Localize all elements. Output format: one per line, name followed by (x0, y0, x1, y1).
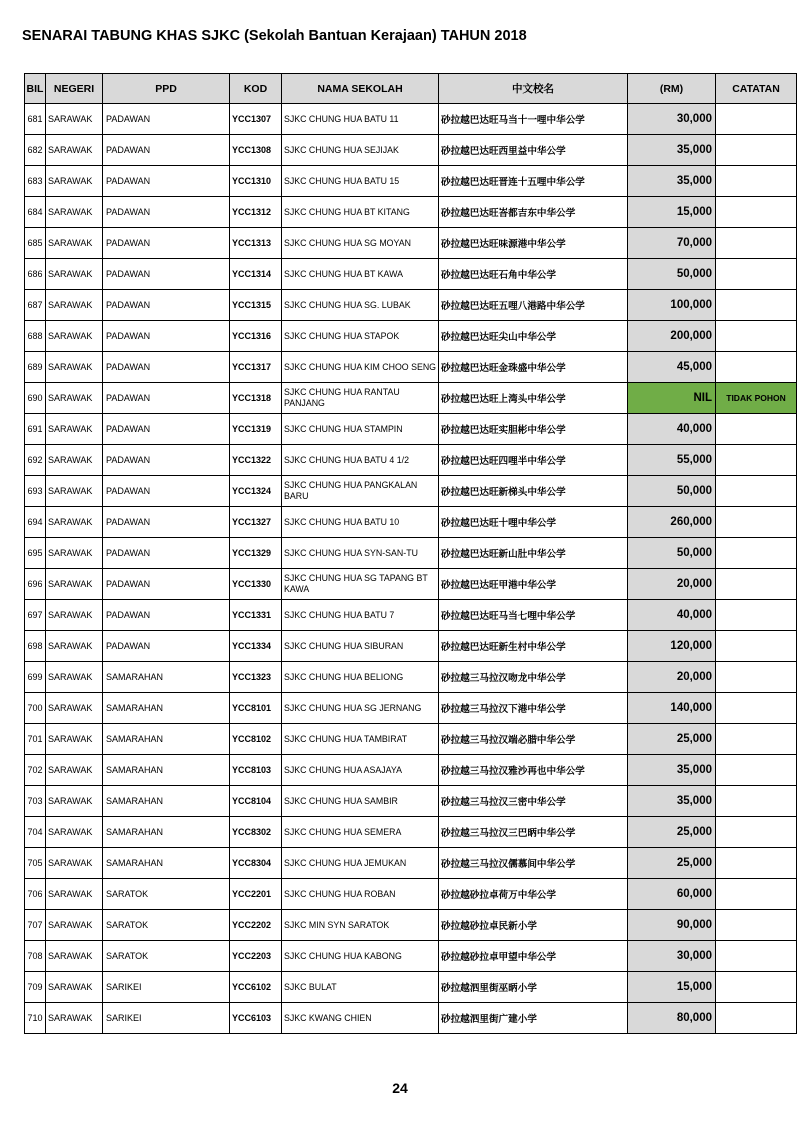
cell-amount-rm: 45,000 (628, 352, 716, 383)
cell-nama-sekolah: SJKC CHUNG HUA BATU 7 (282, 600, 439, 631)
cell-chinese-name: 砂拉越巴达旺四哩半中华公学 (439, 445, 628, 476)
cell-catatan (716, 755, 797, 786)
cell-chinese-name: 砂拉越三马拉汉雅沙再也中华公学 (439, 755, 628, 786)
cell-ppd: SARATOK (103, 910, 230, 941)
table-row (25, 228, 797, 259)
cell-ppd: PADAWAN (103, 538, 230, 569)
header-kod: KOD (230, 74, 282, 104)
cell-kod: YCC2202 (230, 910, 282, 941)
cell-catatan (716, 631, 797, 662)
cell-catatan (716, 879, 797, 910)
table-row (25, 290, 797, 321)
cell-amount-rm: 35,000 (628, 135, 716, 166)
table-row (25, 1003, 797, 1034)
cell-negeri: SARAWAK (46, 817, 103, 848)
cell-bil: 693 (25, 476, 46, 507)
cell-amount-rm: 20,000 (628, 569, 716, 600)
cell-catatan (716, 786, 797, 817)
cell-ppd: PADAWAN (103, 476, 230, 507)
cell-catatan (716, 941, 797, 972)
cell-negeri: SARAWAK (46, 321, 103, 352)
table-row (25, 600, 797, 631)
cell-amount-rm: 260,000 (628, 507, 716, 538)
cell-bil: 702 (25, 755, 46, 786)
cell-nama-sekolah: SJKC CHUNG HUA BELIONG (282, 662, 439, 693)
cell-amount-rm: 120,000 (628, 631, 716, 662)
cell-nama-sekolah: SJKC MIN SYN SARATOK (282, 910, 439, 941)
cell-bil: 697 (25, 600, 46, 631)
cell-kod: YCC1317 (230, 352, 282, 383)
table-row (25, 166, 797, 197)
cell-negeri: SARAWAK (46, 290, 103, 321)
header-catatan: CATATAN (716, 74, 797, 104)
cell-amount-rm: 35,000 (628, 166, 716, 197)
cell-ppd: SAMARAHAN (103, 693, 230, 724)
cell-kod: YCC1315 (230, 290, 282, 321)
cell-catatan (716, 166, 797, 197)
cell-amount-rm: 90,000 (628, 910, 716, 941)
cell-bil: 707 (25, 910, 46, 941)
cell-kod: YCC8304 (230, 848, 282, 879)
cell-bil: 689 (25, 352, 46, 383)
cell-kod: YCC1334 (230, 631, 282, 662)
cell-bil: 703 (25, 786, 46, 817)
cell-ppd: PADAWAN (103, 507, 230, 538)
cell-negeri: SARAWAK (46, 383, 103, 414)
cell-bil: 704 (25, 817, 46, 848)
cell-catatan (716, 321, 797, 352)
cell-kod: YCC1331 (230, 600, 282, 631)
cell-catatan: TIDAK POHON (716, 383, 797, 414)
cell-chinese-name: 砂拉越巴达旺西里益中华公学 (439, 135, 628, 166)
cell-catatan (716, 290, 797, 321)
cell-negeri: SARAWAK (46, 197, 103, 228)
cell-negeri: SARAWAK (46, 569, 103, 600)
cell-ppd: PADAWAN (103, 631, 230, 662)
cell-bil: 701 (25, 724, 46, 755)
cell-amount-rm: 80,000 (628, 1003, 716, 1034)
cell-negeri: SARAWAK (46, 476, 103, 507)
cell-chinese-name: 砂拉越泗里街巫昞小学 (439, 972, 628, 1003)
cell-amount-rm: 25,000 (628, 848, 716, 879)
cell-ppd: SAMARAHAN (103, 817, 230, 848)
cell-kod: YCC1314 (230, 259, 282, 290)
cell-ppd: SAMARAHAN (103, 848, 230, 879)
cell-bil: 688 (25, 321, 46, 352)
cell-catatan (716, 972, 797, 1003)
cell-nama-sekolah: SJKC CHUNG HUA SG MOYAN (282, 228, 439, 259)
cell-kod: YCC1316 (230, 321, 282, 352)
cell-ppd: PADAWAN (103, 383, 230, 414)
table-row (25, 445, 797, 476)
cell-nama-sekolah: SJKC CHUNG HUA KIM CHOO SENG (282, 352, 439, 383)
cell-negeri: SARAWAK (46, 941, 103, 972)
cell-catatan (716, 538, 797, 569)
table-row (25, 662, 797, 693)
cell-bil: 700 (25, 693, 46, 724)
cell-chinese-name: 砂拉越巴达旺马当七哩中华公学 (439, 600, 628, 631)
cell-nama-sekolah: SJKC CHUNG HUA BATU 15 (282, 166, 439, 197)
cell-kod: YCC1322 (230, 445, 282, 476)
cell-ppd: PADAWAN (103, 228, 230, 259)
cell-catatan (716, 1003, 797, 1034)
cell-ppd: PADAWAN (103, 135, 230, 166)
cell-catatan (716, 414, 797, 445)
cell-nama-sekolah: SJKC CHUNG HUA RANTAU PANJANG (282, 383, 439, 414)
cell-ppd: SARATOK (103, 941, 230, 972)
cell-chinese-name: 砂拉越巴达旺新山肚中华公学 (439, 538, 628, 569)
table-row (25, 507, 797, 538)
cell-negeri: SARAWAK (46, 600, 103, 631)
cell-negeri: SARAWAK (46, 1003, 103, 1034)
cell-amount-rm: 55,000 (628, 445, 716, 476)
cell-negeri: SARAWAK (46, 414, 103, 445)
cell-kod: YCC8103 (230, 755, 282, 786)
cell-ppd: PADAWAN (103, 445, 230, 476)
cell-catatan (716, 476, 797, 507)
cell-ppd: PADAWAN (103, 197, 230, 228)
cell-negeri: SARAWAK (46, 352, 103, 383)
cell-bil: 682 (25, 135, 46, 166)
cell-chinese-name: 砂拉越砂拉卓民新小学 (439, 910, 628, 941)
cell-negeri: SARAWAK (46, 786, 103, 817)
cell-nama-sekolah: SJKC CHUNG HUA ASAJAYA (282, 755, 439, 786)
cell-ppd: SARATOK (103, 879, 230, 910)
cell-catatan (716, 569, 797, 600)
cell-kod: YCC1329 (230, 538, 282, 569)
cell-negeri: SARAWAK (46, 228, 103, 259)
cell-amount-rm: 15,000 (628, 972, 716, 1003)
cell-negeri: SARAWAK (46, 104, 103, 135)
cell-chinese-name: 砂拉越巴达旺马当十一哩中华公学 (439, 104, 628, 135)
cell-negeri: SARAWAK (46, 662, 103, 693)
table-row (25, 817, 797, 848)
cell-ppd: PADAWAN (103, 166, 230, 197)
cell-nama-sekolah: SJKC CHUNG HUA SG TAPANG BT KAWA (282, 569, 439, 600)
cell-catatan (716, 724, 797, 755)
cell-chinese-name: 砂拉越三马拉汉吻龙中华公学 (439, 662, 628, 693)
cell-amount-rm: 140,000 (628, 693, 716, 724)
cell-ppd: SAMARAHAN (103, 755, 230, 786)
table-row (25, 569, 797, 600)
table-row (25, 848, 797, 879)
cell-amount-rm: 20,000 (628, 662, 716, 693)
cell-bil: 686 (25, 259, 46, 290)
cell-catatan (716, 662, 797, 693)
cell-amount-rm: 25,000 (628, 817, 716, 848)
cell-chinese-name: 砂拉越巴达旺甲港中华公学 (439, 569, 628, 600)
cell-bil: 706 (25, 879, 46, 910)
page-title: SENARAI TABUNG KHAS SJKC (Sekolah Bantuan Kerajaan) TAHUN 2018 (22, 28, 527, 44)
cell-chinese-name: 砂拉越巴达旺新梯头中华公学 (439, 476, 628, 507)
cell-kod: YCC1327 (230, 507, 282, 538)
cell-nama-sekolah: SJKC CHUNG HUA PANGKALAN BARU (282, 476, 439, 507)
table-header-row (25, 74, 797, 104)
cell-chinese-name: 砂拉越巴达旺新生村中华公学 (439, 631, 628, 662)
cell-chinese-name: 砂拉越三马拉汉三密中华公学 (439, 786, 628, 817)
cell-chinese-name: 砂拉越砂拉卓甲望中华公学 (439, 941, 628, 972)
cell-amount-rm: 50,000 (628, 476, 716, 507)
cell-kod: YCC1308 (230, 135, 282, 166)
cell-bil: 695 (25, 538, 46, 569)
cell-bil: 698 (25, 631, 46, 662)
cell-kod: YCC1319 (230, 414, 282, 445)
cell-nama-sekolah: SJKC CHUNG HUA BT KITANG (282, 197, 439, 228)
cell-nama-sekolah: SJKC BULAT (282, 972, 439, 1003)
cell-nama-sekolah: SJKC CHUNG HUA SAMBIR (282, 786, 439, 817)
table-row (25, 104, 797, 135)
cell-amount-rm: 50,000 (628, 538, 716, 569)
cell-amount-rm: NIL (628, 383, 716, 414)
cell-kod: YCC6102 (230, 972, 282, 1003)
header-ppd: PPD (103, 74, 230, 104)
cell-ppd: SAMARAHAN (103, 662, 230, 693)
cell-amount-rm: 70,000 (628, 228, 716, 259)
cell-nama-sekolah: SJKC CHUNG HUA SYN-SAN-TU (282, 538, 439, 569)
cell-bil: 684 (25, 197, 46, 228)
cell-kod: YCC1313 (230, 228, 282, 259)
cell-ppd: SARIKEI (103, 1003, 230, 1034)
cell-chinese-name: 砂拉越三马拉汉端必腊中华公学 (439, 724, 628, 755)
cell-nama-sekolah: SJKC KWANG CHIEN (282, 1003, 439, 1034)
cell-negeri: SARAWAK (46, 693, 103, 724)
cell-amount-rm: 30,000 (628, 104, 716, 135)
cell-catatan (716, 693, 797, 724)
cell-ppd: SARIKEI (103, 972, 230, 1003)
cell-negeri: SARAWAK (46, 755, 103, 786)
table-row (25, 972, 797, 1003)
table-row (25, 197, 797, 228)
cell-catatan (716, 507, 797, 538)
cell-bil: 708 (25, 941, 46, 972)
cell-amount-rm: 15,000 (628, 197, 716, 228)
cell-bil: 699 (25, 662, 46, 693)
header-chinese-name: 中文校名 (439, 74, 628, 104)
cell-negeri: SARAWAK (46, 507, 103, 538)
cell-ppd: PADAWAN (103, 259, 230, 290)
cell-catatan (716, 600, 797, 631)
cell-kod: YCC2201 (230, 879, 282, 910)
cell-amount-rm: 30,000 (628, 941, 716, 972)
cell-nama-sekolah: SJKC CHUNG HUA STAPOK (282, 321, 439, 352)
cell-chinese-name: 砂拉越砂拉卓荷万中华公学 (439, 879, 628, 910)
cell-chinese-name: 砂拉越巴达旺味源港中华公学 (439, 228, 628, 259)
cell-catatan (716, 910, 797, 941)
cell-amount-rm: 50,000 (628, 259, 716, 290)
table-row (25, 879, 797, 910)
cell-kod: YCC1307 (230, 104, 282, 135)
header-negeri: NEGERI (46, 74, 103, 104)
table-row (25, 631, 797, 662)
cell-catatan (716, 817, 797, 848)
cell-kod: YCC8104 (230, 786, 282, 817)
table-row (25, 476, 797, 507)
cell-ppd: PADAWAN (103, 290, 230, 321)
cell-negeri: SARAWAK (46, 848, 103, 879)
cell-ppd: PADAWAN (103, 414, 230, 445)
cell-chinese-name: 砂拉越巴达旺金珠盛中华公学 (439, 352, 628, 383)
cell-bil: 705 (25, 848, 46, 879)
cell-bil: 691 (25, 414, 46, 445)
cell-ppd: SAMARAHAN (103, 786, 230, 817)
cell-chinese-name: 砂拉越巴达旺上湾头中华公学 (439, 383, 628, 414)
cell-nama-sekolah: SJKC CHUNG HUA SG JERNANG (282, 693, 439, 724)
cell-negeri: SARAWAK (46, 135, 103, 166)
cell-nama-sekolah: SJKC CHUNG HUA SG. LUBAK (282, 290, 439, 321)
cell-chinese-name: 砂拉越泗里街广建小学 (439, 1003, 628, 1034)
table-row (25, 786, 797, 817)
cell-negeri: SARAWAK (46, 166, 103, 197)
cell-negeri: SARAWAK (46, 445, 103, 476)
cell-bil: 692 (25, 445, 46, 476)
cell-ppd: PADAWAN (103, 600, 230, 631)
cell-ppd: PADAWAN (103, 569, 230, 600)
cell-kod: YCC1318 (230, 383, 282, 414)
cell-nama-sekolah: SJKC CHUNG HUA BATU 10 (282, 507, 439, 538)
table-row (25, 941, 797, 972)
cell-negeri: SARAWAK (46, 972, 103, 1003)
cell-nama-sekolah: SJKC CHUNG HUA KABONG (282, 941, 439, 972)
header-bil: BIL (25, 74, 46, 104)
cell-amount-rm: 40,000 (628, 414, 716, 445)
cell-catatan (716, 848, 797, 879)
cell-negeri: SARAWAK (46, 910, 103, 941)
cell-nama-sekolah: SJKC CHUNG HUA SEMERA (282, 817, 439, 848)
cell-negeri: SARAWAK (46, 724, 103, 755)
table-row (25, 383, 797, 414)
table-row (25, 352, 797, 383)
cell-nama-sekolah: SJKC CHUNG HUA ROBAN (282, 879, 439, 910)
page-number: 24 (392, 1080, 408, 1096)
cell-chinese-name: 砂拉越巴达旺十哩中华公学 (439, 507, 628, 538)
cell-bil: 694 (25, 507, 46, 538)
header-amount-rm: (RM) (628, 74, 716, 104)
table-row (25, 910, 797, 941)
cell-kod: YCC8102 (230, 724, 282, 755)
cell-kod: YCC2203 (230, 941, 282, 972)
cell-bil: 709 (25, 972, 46, 1003)
cell-bil: 696 (25, 569, 46, 600)
table-row (25, 693, 797, 724)
cell-chinese-name: 砂拉越巴达旺石角中华公学 (439, 259, 628, 290)
cell-chinese-name: 砂拉越三马拉汉三巴昞中华公学 (439, 817, 628, 848)
cell-negeri: SARAWAK (46, 879, 103, 910)
cell-amount-rm: 40,000 (628, 600, 716, 631)
cell-kod: YCC8101 (230, 693, 282, 724)
cell-amount-rm: 60,000 (628, 879, 716, 910)
header-nama-sekolah: NAMA SEKOLAH (282, 74, 439, 104)
cell-negeri: SARAWAK (46, 538, 103, 569)
cell-chinese-name: 砂拉越三马拉汉儒慕间中华公学 (439, 848, 628, 879)
cell-ppd: SAMARAHAN (103, 724, 230, 755)
cell-catatan (716, 445, 797, 476)
cell-nama-sekolah: SJKC CHUNG HUA BATU 4 1/2 (282, 445, 439, 476)
cell-negeri: SARAWAK (46, 259, 103, 290)
cell-kod: YCC8302 (230, 817, 282, 848)
cell-amount-rm: 100,000 (628, 290, 716, 321)
cell-nama-sekolah: SJKC CHUNG HUA BATU 11 (282, 104, 439, 135)
cell-catatan (716, 352, 797, 383)
cell-chinese-name: 砂拉越巴达旺尖山中华公学 (439, 321, 628, 352)
cell-kod: YCC6103 (230, 1003, 282, 1034)
table-row (25, 755, 797, 786)
cell-bil: 681 (25, 104, 46, 135)
cell-ppd: PADAWAN (103, 352, 230, 383)
cell-bil: 710 (25, 1003, 46, 1034)
table-row (25, 414, 797, 445)
cell-nama-sekolah: SJKC CHUNG HUA STAMPIN (282, 414, 439, 445)
cell-catatan (716, 228, 797, 259)
table-row (25, 259, 797, 290)
cell-catatan (716, 135, 797, 166)
cell-catatan (716, 259, 797, 290)
cell-chinese-name: 砂拉越三马拉汉下港中华公学 (439, 693, 628, 724)
cell-ppd: PADAWAN (103, 104, 230, 135)
table-row (25, 538, 797, 569)
cell-kod: YCC1330 (230, 569, 282, 600)
cell-negeri: SARAWAK (46, 631, 103, 662)
cell-kod: YCC1324 (230, 476, 282, 507)
cell-chinese-name: 砂拉越巴达旺实胆彬中华公学 (439, 414, 628, 445)
cell-amount-rm: 200,000 (628, 321, 716, 352)
cell-bil: 685 (25, 228, 46, 259)
cell-amount-rm: 25,000 (628, 724, 716, 755)
cell-chinese-name: 砂拉越巴达旺峇都吉东中华公学 (439, 197, 628, 228)
cell-bil: 690 (25, 383, 46, 414)
cell-bil: 687 (25, 290, 46, 321)
table-row (25, 321, 797, 352)
cell-nama-sekolah: SJKC CHUNG HUA TAMBIRAT (282, 724, 439, 755)
cell-kod: YCC1323 (230, 662, 282, 693)
cell-amount-rm: 35,000 (628, 786, 716, 817)
table-row (25, 135, 797, 166)
cell-catatan (716, 197, 797, 228)
cell-catatan (716, 104, 797, 135)
cell-kod: YCC1312 (230, 197, 282, 228)
cell-amount-rm: 35,000 (628, 755, 716, 786)
cell-kod: YCC1310 (230, 166, 282, 197)
school-fund-table (24, 73, 797, 1034)
cell-chinese-name: 砂拉越巴达旺晋连十五哩中华公学 (439, 166, 628, 197)
cell-chinese-name: 砂拉越巴达旺五哩八港路中华公学 (439, 290, 628, 321)
cell-nama-sekolah: SJKC CHUNG HUA SIBURAN (282, 631, 439, 662)
cell-bil: 683 (25, 166, 46, 197)
cell-ppd: PADAWAN (103, 321, 230, 352)
cell-nama-sekolah: SJKC CHUNG HUA JEMUKAN (282, 848, 439, 879)
cell-nama-sekolah: SJKC CHUNG HUA BT KAWA (282, 259, 439, 290)
cell-nama-sekolah: SJKC CHUNG HUA SEJIJAK (282, 135, 439, 166)
table-row (25, 724, 797, 755)
